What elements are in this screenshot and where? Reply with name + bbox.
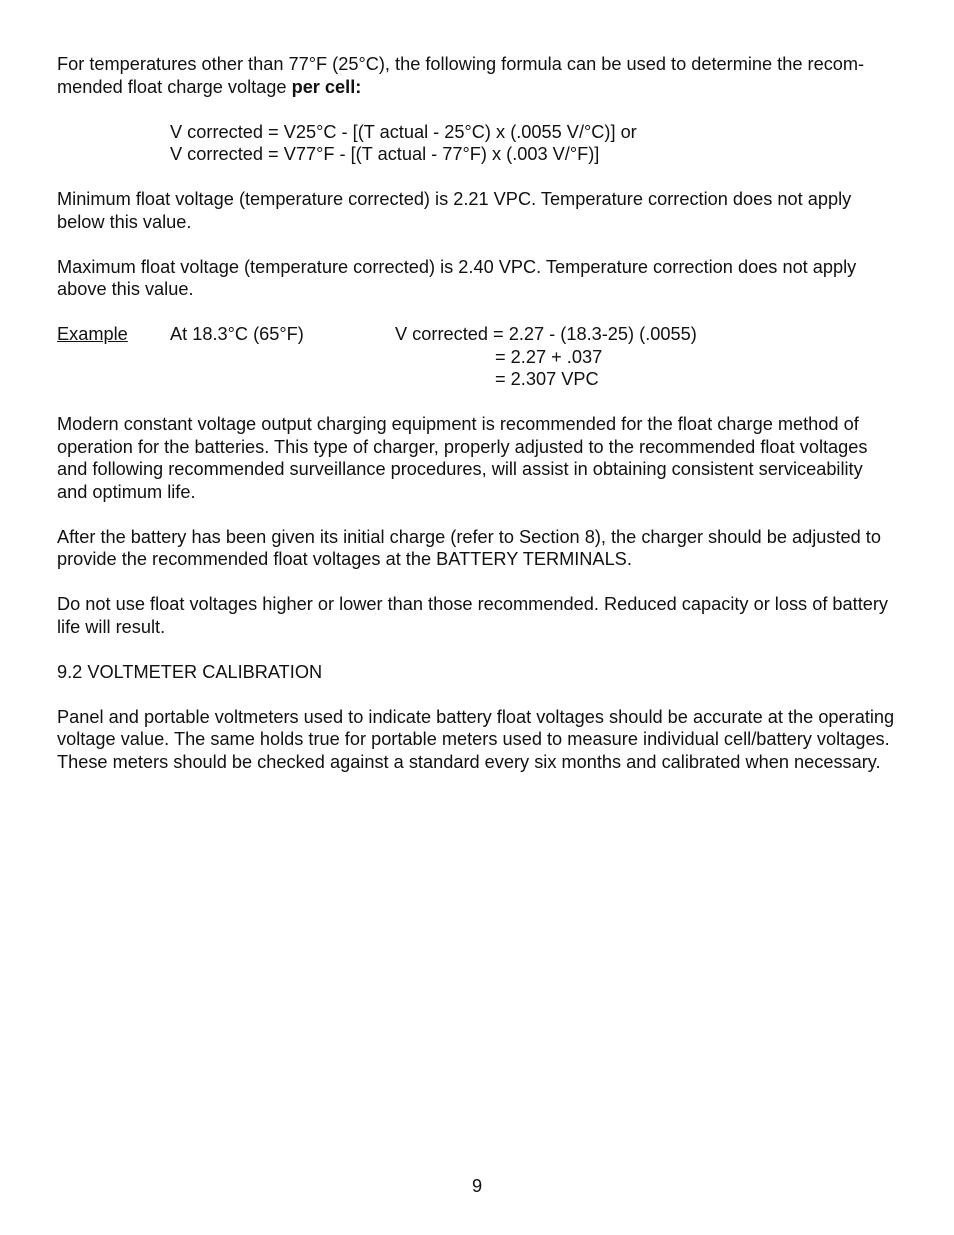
intro-line-2: mended float charge voltage [57,76,292,97]
section-heading: 9.2 VOLTMETER CALIBRATION [57,661,323,682]
example-calc-line-1: V corrected = 2.27 - (18.3-25) (.0055) [395,324,697,344]
max-float-paragraph: Maximum float voltage (temperature corrected) is 2.40 VPC. Temperature correction does not apply above this value. [57,256,857,299]
intro-line-1: For temperatures other than 77°F (25°C), the following formula can be used to determine the recom- [57,54,865,74]
formula-celsius: V corrected = V25°C - [(T actual - 25°C) x (.0055 V/°C)] or [170,121,637,142]
example-condition: At 18.3°C (65°F) [170,324,304,344]
charging-equipment-paragraph: Modern constant voltage output charging equipment is recommended for the float charge method of operation for the batteries. This type of charger, properly adjusted to the recommended float voltages and following recommended surveillance procedures, will assist in obtaining consistent serviceability and optimum life. [57,414,868,502]
example-block [57,323,897,391]
voltmeter-paragraph: Panel and portable voltmeters used to indicate battery float voltages should be accurate at the operating voltage value. The same holds true for portable meters used to measure individual cell/battery voltages. These meters should be checked against a standard every six months and calibrated when necessary. [57,706,895,772]
example-label: Example [57,324,128,344]
intro-paragraph [57,53,897,98]
intro-bold-text: per cell: [291,76,362,97]
page-number: 9 [471,1176,483,1196]
initial-charge-paragraph: After the battery has been given its initial charge (refer to Section 8), the charger should be adjusted to provide the recommended float voltages at the BATTERY TERMINALS. [57,526,881,569]
example-calc-line-2: = 2.27 + .037 [495,346,603,367]
min-float-paragraph: Minimum float voltage (temperature corrected) is 2.21 VPC. Temperature correction does not apply below this value. [57,189,852,232]
example-calc-line-3: = 2.307 VPC [495,369,599,389]
correction-formula [170,121,897,166]
document-page [57,53,897,796]
float-warning-paragraph: Do not use float voltages higher or lower than those recommended. Reduced capacity or loss of battery life will result. [57,594,889,637]
formula-fahrenheit: V corrected = V77°F - [(T actual - 77°F) x (.003 V/°F)] [170,144,600,164]
